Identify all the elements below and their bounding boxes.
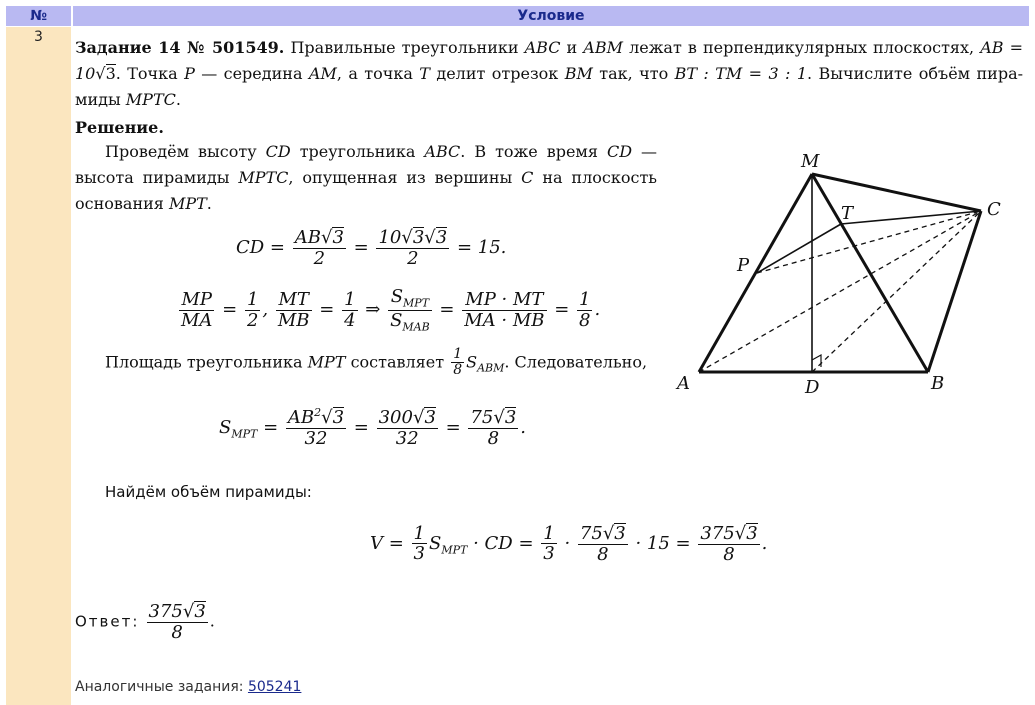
fraction: $\frac{AB^2√3}{32}$ (287, 406, 345, 449)
task-text: и (566, 38, 578, 57)
task-text: , а точка (336, 64, 413, 83)
solution-text: Площадь треугольника (105, 352, 303, 372)
label-p: P (737, 255, 750, 276)
segment-tc (841, 211, 981, 224)
task-text: миды (75, 90, 121, 109)
frac-num: 75 (470, 407, 494, 428)
solution-label: Решение. (75, 118, 164, 137)
frac-den: 2 (313, 247, 326, 269)
answer-value: $\frac{375√3}{8}$ (148, 601, 206, 643)
edge-mb (812, 174, 928, 372)
solution-paragraph-2 (105, 347, 647, 382)
math-c: C (521, 168, 534, 187)
frac-num: 1 (246, 288, 259, 310)
formula-text: = 15. (456, 236, 507, 258)
formula-text: CD = (236, 236, 286, 258)
dashed-pc (757, 211, 981, 273)
solution-text: пирамиды (142, 168, 230, 187)
frac-den: 4 (344, 309, 356, 331)
header-condition-label: Условие (517, 8, 585, 24)
task-label: Задание 14 № 501549. (75, 38, 285, 57)
row-number: 3 (34, 29, 43, 45)
solution-paragraph-3: Найдём объём пирамиды: (105, 483, 312, 501)
fraction: $\frac{75√3}{8}$ (470, 407, 517, 449)
math-t: T (419, 64, 430, 83)
math-ratio: BT : TM = 3 : 1 (674, 64, 808, 83)
header-number-label: № (30, 8, 47, 24)
solution-text: . Следовательно, (504, 352, 648, 372)
label-t: T (841, 203, 854, 224)
task-text: . (175, 90, 181, 109)
frac-num: MT (276, 290, 312, 311)
fraction (276, 290, 312, 331)
solution-text: — высота (75, 142, 658, 187)
label-c: C (987, 199, 1001, 220)
frac-num: 375 (700, 523, 735, 544)
fraction (342, 290, 357, 331)
frac-den: 3 (543, 543, 555, 565)
solution-text: . В тоже время (460, 142, 598, 161)
task-text: лежат в перпендикулярных плоскостях, (629, 38, 975, 57)
formula-cd: CD = $\frac{AB√3}{2}$ = $\frac{10√3√3}{2}$ = 15. (236, 227, 507, 269)
frac-sup: 2 (314, 406, 322, 419)
math-cd: CD (606, 142, 633, 161)
label-a: A (677, 373, 690, 394)
edge-bc (928, 211, 981, 372)
header-condition (73, 6, 1029, 26)
fraction (179, 290, 214, 331)
frac-num: AB (294, 227, 321, 248)
task-text: Правильные треугольники (290, 38, 519, 57)
frac-den: 2 (246, 309, 259, 331)
task-text: делит отрезок (436, 64, 559, 83)
math-p: P (184, 64, 195, 83)
frac-den: 8 (453, 362, 463, 379)
frac-den: 8 (579, 309, 591, 331)
solution-text: , опущенная из вершины (288, 168, 513, 187)
dashed-ac (699, 211, 981, 372)
solution-paragraph-1 (75, 139, 657, 217)
math-cd: CD (265, 142, 291, 161)
fraction: $\frac{AB√3}{2}$ (294, 227, 344, 269)
math-bm: BM (564, 64, 593, 83)
task-text: — середина (201, 64, 303, 83)
task-statement: Задание 14 № 501549. Правильные треугольники ABC и ABM лежат в перпендикулярных плоскостях, AB = 10√3. Точка P — середина AM, а точка T делит отрезок BM так, что BT : TM = 3 : 1. Вычислите объём пира- миды MPTC. (75, 38, 1024, 109)
frac-num: 375 (148, 601, 183, 622)
frac-den: 3 (413, 543, 425, 565)
math-mpt: MPT (307, 352, 346, 372)
formula-sub: MPT (441, 543, 468, 557)
math-abm: ABM (583, 38, 623, 57)
math-abc: ABC (524, 38, 561, 57)
frac-sub: MPT (403, 296, 430, 310)
frac-den: 8 (171, 621, 183, 643)
fraction (245, 290, 260, 331)
frac-den: 32 (395, 427, 419, 449)
answer-label: Ответ: (75, 612, 140, 631)
math-sub: ABM (477, 361, 505, 375)
label-b: B (931, 373, 945, 394)
solution-text: . (206, 194, 212, 213)
frac-num: MP (179, 290, 214, 311)
frac-num: 1 (413, 522, 425, 544)
formula-text: · 15 = (635, 532, 691, 554)
solution-text: Проведём высоту (105, 142, 257, 161)
fraction (388, 287, 432, 333)
math-mpt: MPT (168, 194, 207, 213)
answer: Ответ: $\frac{375√3}{8}$ . (75, 601, 215, 643)
fraction (577, 290, 592, 331)
frac-num: 10 (378, 227, 402, 248)
fraction (541, 524, 556, 565)
header-number (6, 6, 71, 26)
frac-num: MP · MT (462, 290, 546, 311)
analog-label: Аналогичные задания: (75, 679, 244, 695)
analog-link-505241[interactable]: 505241 (247, 679, 302, 695)
frac-den: S (390, 309, 403, 331)
formula-text: S (219, 416, 232, 438)
frac-den: MA · MB (464, 309, 545, 331)
frac-num: 75 (579, 523, 603, 544)
fraction: $\frac{75√3}{8}$ (579, 523, 626, 565)
frac-sub: MAB (402, 320, 430, 334)
frac-den: 8 (487, 427, 500, 449)
frac-num: AB (287, 407, 315, 428)
row-number-cell (6, 27, 71, 705)
fraction (412, 524, 427, 565)
label-d: D (805, 377, 820, 398)
frac-den: MB (277, 309, 310, 331)
math-am: AM (308, 64, 337, 83)
frac-num: 1 (579, 288, 591, 310)
analog-tasks (75, 679, 301, 695)
math-ab-eq: AB = 10 (75, 38, 1024, 83)
edge-mc (812, 174, 981, 211)
math-mptc: MPTC (238, 168, 289, 187)
frac-den: 2 (407, 247, 419, 269)
formula-volume: V = $\frac{1}{3}$ $S_{MPT}$ · CD = $\frac{1}{3}$ · $\frac{75√3}{8}$ · 15 = $\frac{375√3}{8}$ . (370, 522, 768, 565)
label-m: M (801, 151, 820, 172)
formula-text: · CD = (473, 532, 534, 554)
frac-den: MA (181, 309, 213, 331)
math-s: S (466, 352, 478, 372)
task-text: . Вычислите объём пира- (807, 64, 1024, 83)
math-sqrt: 3 (105, 64, 116, 83)
formula-text: S (429, 532, 442, 554)
task-text: так, что (599, 64, 669, 83)
frac-den: 8 (597, 543, 609, 565)
frac-num: 1 (453, 346, 463, 362)
fraction: $\frac{10√3√3}{2}$ (378, 227, 448, 269)
solution-text: на плоскость основания (75, 168, 658, 213)
math-mptc: MPTC (125, 90, 176, 109)
pyramid-figure (673, 145, 1033, 425)
fraction (451, 347, 464, 379)
solution-text: составляет (350, 352, 445, 372)
edge-am (699, 174, 812, 372)
formula-ratios: $\frac{MP}{MA}$ = $\frac{1}{2}$ , $\frac{MT}{MB}$ = $\frac{1}{4}$ ⇒ $\frac{S_{MPT}}{S_{MAB}}$ = $\frac{MP \cdot MT}{MA \cdot MB}$ = $\frac{1}{8}$ . (181, 286, 601, 334)
frac-num: 1 (344, 288, 356, 310)
formula-text: V = (370, 532, 404, 554)
fraction: $\frac{375√3}{8}$ (700, 523, 758, 565)
math-abc: ABC (424, 142, 461, 161)
frac-num: 1 (543, 522, 555, 544)
fraction (462, 290, 546, 331)
frac-den: 32 (304, 427, 328, 449)
frac-num: 300 (378, 407, 413, 428)
formula-sub: MPT (231, 427, 258, 441)
condition-cell (73, 27, 1035, 705)
task-text: . Точка (115, 64, 178, 83)
frac-den: 8 (723, 543, 735, 565)
formula-smpt: $S_{MPT}$ = $\frac{AB^2√3}{32}$ = $\frac{300√3}{32}$ = $\frac{75√3}{8}$ . (219, 406, 526, 449)
fraction: $\frac{300√3}{32}$ (378, 407, 436, 449)
solution-text: треугольника (299, 142, 416, 161)
frac-num: S (390, 286, 404, 307)
